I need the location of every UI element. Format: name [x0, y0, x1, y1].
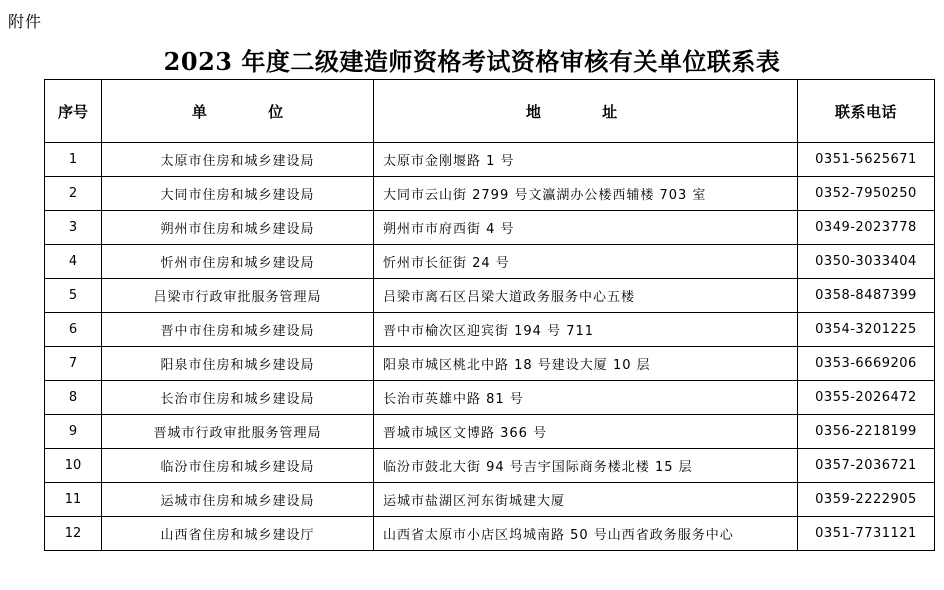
cell-no: 3: [45, 211, 102, 245]
cell-address: 阳泉市城区桃北中路 18 号建设大厦 10 层: [374, 347, 798, 381]
cell-no: 12: [45, 517, 102, 551]
table-row: [45, 211, 935, 245]
cell-unit: 忻州市住房和城乡建设局: [102, 245, 374, 279]
cell-address: 长治市英雄中路 81 号: [374, 381, 798, 415]
page-title: 2023 年度二级建造师资格考试资格审核有关单位联系表: [163, 47, 781, 76]
column-header-unit: 单 位: [102, 80, 374, 143]
cell-no: 4: [45, 245, 102, 279]
cell-no: 9: [45, 415, 102, 449]
cell-address: 晋中市榆次区迎宾街 194 号 711: [374, 313, 798, 347]
attachment-label: 附件: [8, 12, 43, 31]
cell-phone: 0349-2023778: [798, 211, 935, 245]
table-header-row: [45, 80, 935, 143]
cell-phone: 0357-2036721: [798, 449, 935, 483]
cell-phone: 0351-5625671: [798, 143, 935, 177]
cell-unit: 山西省住房和城乡建设厅: [102, 517, 374, 551]
cell-phone: 0355-2026472: [798, 381, 935, 415]
cell-phone: 0354-3201225: [798, 313, 935, 347]
cell-no: 8: [45, 381, 102, 415]
cell-phone: 0353-6669206: [798, 347, 935, 381]
cell-no: 10: [45, 449, 102, 483]
table-row: [45, 483, 935, 517]
cell-unit: 太原市住房和城乡建设局: [102, 143, 374, 177]
cell-unit: 大同市住房和城乡建设局: [102, 177, 374, 211]
cell-no: 7: [45, 347, 102, 381]
cell-phone: 0352-7950250: [798, 177, 935, 211]
cell-phone: 0351-7731121: [798, 517, 935, 551]
table-row: [45, 245, 935, 279]
cell-no: 1: [45, 143, 102, 177]
cell-address: 晋城市城区文博路 366 号: [374, 415, 798, 449]
cell-address: 太原市金刚堰路 1 号: [374, 143, 798, 177]
cell-unit: 吕梁市行政审批服务管理局: [102, 279, 374, 313]
column-header-phone: 联系电话: [798, 80, 935, 143]
cell-no: 11: [45, 483, 102, 517]
cell-address: 吕梁市离石区吕梁大道政务服务中心五楼: [374, 279, 798, 313]
cell-unit: 运城市住房和城乡建设局: [102, 483, 374, 517]
cell-no: 5: [45, 279, 102, 313]
cell-unit: 晋中市住房和城乡建设局: [102, 313, 374, 347]
cell-unit: 朔州市住房和城乡建设局: [102, 211, 374, 245]
cell-address: 临汾市鼓北大街 94 号吉宇国际商务楼北楼 15 层: [374, 449, 798, 483]
table-row: [45, 279, 935, 313]
cell-unit: 阳泉市住房和城乡建设局: [102, 347, 374, 381]
cell-phone: 0359-2222905: [798, 483, 935, 517]
cell-phone: 0350-3033404: [798, 245, 935, 279]
contact-table: [44, 79, 935, 551]
table-row: [45, 177, 935, 211]
table-row: [45, 381, 935, 415]
cell-no: 2: [45, 177, 102, 211]
cell-address: 运城市盐湖区河东街城建大厦: [374, 483, 798, 517]
cell-phone: 0358-8487399: [798, 279, 935, 313]
table-row: [45, 347, 935, 381]
cell-address: 山西省太原市小店区坞城南路 50 号山西省政务服务中心: [374, 517, 798, 551]
cell-address: 忻州市长征街 24 号: [374, 245, 798, 279]
table-row: [45, 449, 935, 483]
cell-no: 6: [45, 313, 102, 347]
cell-address: 朔州市市府西街 4 号: [374, 211, 798, 245]
cell-address: 大同市云山街 2799 号文瀛湖办公楼西辅楼 703 室: [374, 177, 798, 211]
cell-unit: 晋城市行政审批服务管理局: [102, 415, 374, 449]
cell-phone: 0356-2218199: [798, 415, 935, 449]
table-row: [45, 143, 935, 177]
column-header-address: 地 址: [374, 80, 798, 143]
cell-unit: 长治市住房和城乡建设局: [102, 381, 374, 415]
column-header-no: 序号: [45, 80, 102, 143]
table-row: [45, 313, 935, 347]
cell-unit: 临汾市住房和城乡建设局: [102, 449, 374, 483]
table-row: [45, 517, 935, 551]
table-row: [45, 415, 935, 449]
